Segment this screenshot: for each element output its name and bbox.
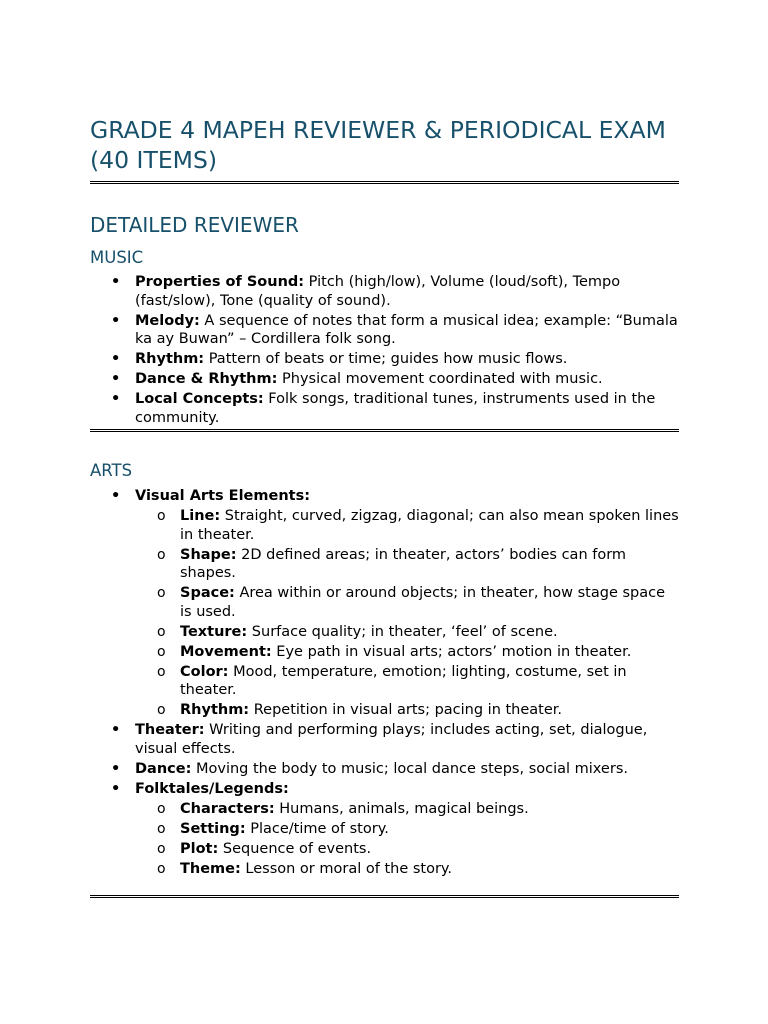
sub-list-item bbox=[90, 507, 679, 544]
sub-bullet: o bbox=[157, 702, 166, 718]
term: Rhythm: bbox=[135, 351, 205, 367]
definition: Physical movement coordinated with music. bbox=[277, 371, 603, 387]
sub-list-item bbox=[90, 584, 679, 621]
list-item bbox=[90, 760, 679, 779]
sub-list-item bbox=[90, 643, 679, 662]
bullet: • bbox=[111, 312, 121, 329]
term: Shape: bbox=[180, 546, 237, 563]
definition: Repetition in visual arts; pacing in theater. bbox=[249, 702, 563, 718]
term: Folktales/Legends: bbox=[135, 780, 289, 797]
definition: Writing and performing plays; includes acting, set, dialogue, visual effects. bbox=[135, 722, 648, 757]
bullet: • bbox=[111, 760, 121, 777]
sub-list-item bbox=[90, 546, 679, 583]
arts-heading: ARTS bbox=[90, 461, 133, 480]
sub-list-item bbox=[90, 663, 679, 700]
term: Theater: bbox=[135, 722, 205, 738]
definition: 2D defined areas; in theater, actors’ bodies can form shapes. bbox=[180, 546, 627, 581]
bullet: • bbox=[111, 722, 121, 738]
term: Setting: bbox=[180, 820, 246, 837]
sub-bullet: o bbox=[157, 860, 166, 877]
term: Plot: bbox=[180, 840, 219, 857]
bullet: • bbox=[111, 274, 121, 290]
term: Properties of Sound: bbox=[135, 274, 305, 290]
sub-list-item bbox=[90, 820, 679, 839]
bullet: • bbox=[111, 488, 121, 504]
sub-bullet: o bbox=[157, 508, 166, 524]
sub-bullet: o bbox=[157, 623, 166, 640]
list-item bbox=[90, 780, 679, 799]
arts-list bbox=[90, 487, 679, 880]
list-item bbox=[90, 350, 679, 369]
list-item bbox=[90, 721, 679, 758]
term: Line: bbox=[180, 508, 221, 524]
term: Dance & Rhythm: bbox=[135, 371, 278, 387]
list-item bbox=[90, 390, 679, 427]
list-item bbox=[90, 312, 679, 349]
term: Theme: bbox=[180, 860, 241, 877]
sub-list-item bbox=[90, 860, 679, 879]
music-divider bbox=[90, 429, 679, 432]
definition: Sequence of events. bbox=[218, 840, 372, 857]
definition: Place/time of story. bbox=[245, 820, 389, 837]
sub-bullet: o bbox=[157, 840, 166, 857]
definition: Area within or around objects; in theater, how stage space is used. bbox=[180, 585, 666, 620]
definition: Pattern of beats or time; guides how music flows. bbox=[204, 351, 568, 367]
term: Texture: bbox=[180, 623, 248, 640]
list-item bbox=[90, 273, 679, 310]
sub-bullet: o bbox=[157, 585, 166, 601]
definition: Mood, temperature, emotion; lighting, costume, set in theater. bbox=[180, 663, 627, 698]
definition: Surface quality; in theater, ‘feel’ of scene. bbox=[247, 623, 558, 640]
arts-divider bbox=[90, 895, 679, 898]
term: Color: bbox=[180, 663, 229, 680]
term: Space: bbox=[180, 585, 235, 601]
title-divider bbox=[90, 181, 679, 184]
sub-list-item bbox=[90, 701, 679, 720]
music-list bbox=[90, 273, 679, 429]
bullet: • bbox=[111, 391, 121, 407]
sub-list-item bbox=[90, 800, 679, 819]
term: Local Concepts: bbox=[135, 391, 264, 407]
definition: Folk songs, traditional tunes, instruments used in the community. bbox=[135, 391, 656, 426]
term: Characters: bbox=[180, 800, 275, 817]
definition: Lesson or moral of the story. bbox=[240, 860, 453, 877]
term: Rhythm: bbox=[180, 702, 250, 718]
term: Dance: bbox=[135, 760, 192, 777]
term: Melody: bbox=[135, 312, 200, 329]
term: Visual Arts Elements: bbox=[135, 488, 311, 504]
sub-bullet: o bbox=[157, 663, 166, 680]
music-heading: MUSIC bbox=[90, 248, 144, 267]
definition: Humans, animals, magical beings. bbox=[274, 800, 529, 817]
section-heading-detailed-reviewer: DETAILED REVIEWER bbox=[90, 213, 299, 237]
list-item bbox=[90, 370, 679, 389]
bullet: • bbox=[111, 780, 121, 797]
definition: Eye path in visual arts; actors’ motion in theater. bbox=[271, 643, 632, 660]
sub-list-item bbox=[90, 840, 679, 859]
bullet: • bbox=[111, 351, 121, 367]
bullet: • bbox=[111, 371, 121, 387]
sub-list-item bbox=[90, 623, 679, 642]
definition: Pitch (high/low), Volume (loud/soft), Tempo (fast/slow), Tone (quality of sound). bbox=[135, 274, 621, 309]
definition: Straight, curved, zigzag, diagonal; can also mean spoken lines in theater. bbox=[180, 508, 679, 543]
definition: Moving the body to music; local dance steps, social mixers. bbox=[191, 760, 628, 777]
term: Movement: bbox=[180, 643, 272, 660]
sub-bullet: o bbox=[157, 643, 166, 660]
sub-bullet: o bbox=[157, 546, 166, 563]
page-title: GRADE 4 MAPEH REVIEWER & PERIODICAL EXAM (40 ITEMS) bbox=[90, 116, 666, 174]
definition: A sequence of notes that form a musical idea; example: “Bumala ka ay Buwan” – Cordillera folk song. bbox=[135, 312, 678, 347]
sub-bullet: o bbox=[157, 800, 166, 817]
list-item bbox=[90, 487, 679, 506]
sub-bullet: o bbox=[157, 820, 166, 837]
